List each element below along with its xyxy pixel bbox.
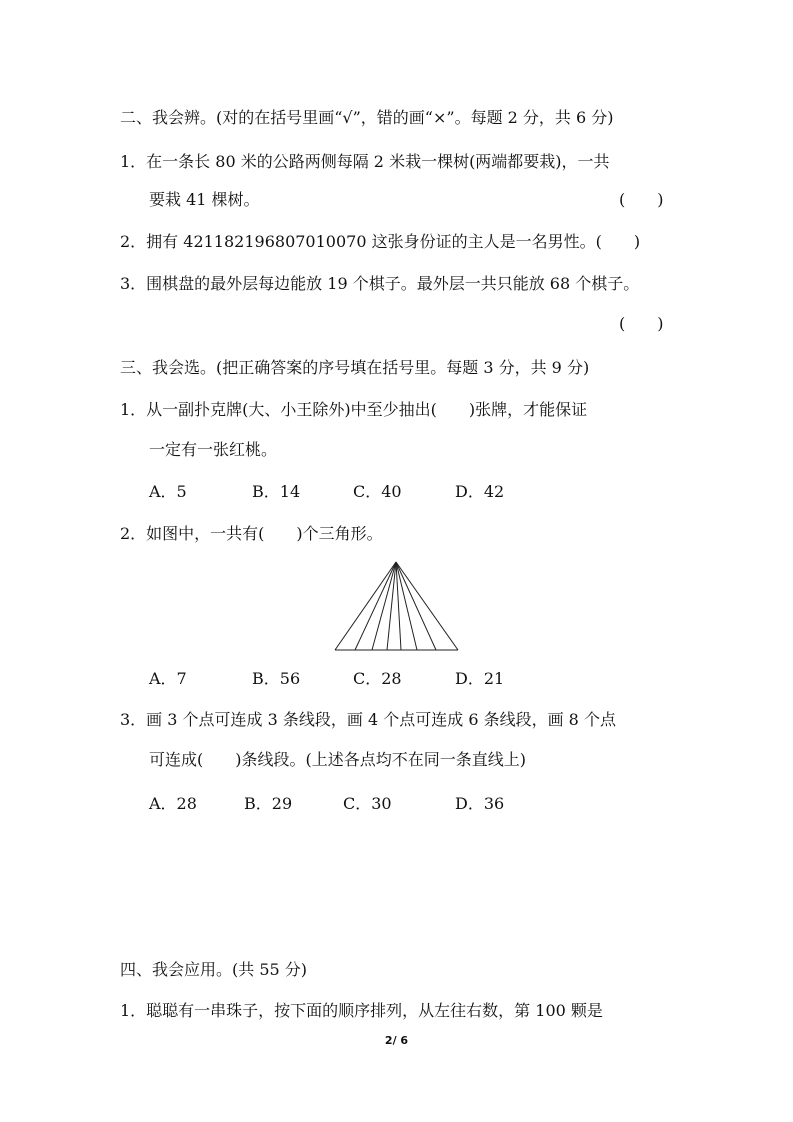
s3-q3-line2: 可连成( )条线段。(上述各点均不在同一条直线上) bbox=[149, 750, 526, 769]
section-3-heading: 三、我会选。(把正确答案的序号填在括号里。每题 3 分，共 9 分) bbox=[120, 358, 590, 377]
s2-q1-answer-paren[interactable]: ( ) bbox=[619, 190, 664, 209]
option-d[interactable]: D．36 bbox=[455, 794, 505, 813]
page-number: 2/ 6 bbox=[384, 1034, 409, 1047]
s3-q1-line2: 一定有一张红桃。 bbox=[149, 440, 278, 459]
s3-q3-line1: 3．画 3 个点可连成 3 条线段，画 4 个点可连成 6 条线段，画 8 个点 bbox=[120, 710, 616, 729]
s2-q3-line1: 3．围棋盘的最外层每边能放 19 个棋子。最外层一共只能放 68 个棋子。 bbox=[120, 274, 640, 293]
figure-ray bbox=[396, 562, 417, 650]
option-b[interactable]: B．14 bbox=[252, 482, 301, 501]
option-d[interactable]: D．21 bbox=[455, 669, 505, 688]
option-b[interactable]: B．56 bbox=[252, 669, 301, 688]
triangle-fan-figure bbox=[334, 560, 460, 652]
figure-ray bbox=[335, 562, 396, 650]
option-c[interactable]: C．40 bbox=[353, 482, 402, 501]
s2-q2-line1: 2．拥有 421182196807010070 这张身份证的主人是一名男性。( ) bbox=[120, 232, 641, 251]
s3-q2-line1: 2．如图中，一共有( )个三角形。 bbox=[120, 524, 383, 543]
option-a[interactable]: A．7 bbox=[149, 669, 187, 688]
s3-q1-line1: 1．从一副扑克牌(大、小王除外)中至少抽出( )张牌，才能保证 bbox=[120, 400, 588, 419]
figure-ray bbox=[396, 562, 401, 650]
figure-ray bbox=[387, 562, 396, 650]
figure-ray bbox=[396, 562, 436, 650]
section-4-heading: 四、我会应用。(共 55 分) bbox=[120, 960, 308, 979]
option-c[interactable]: C．30 bbox=[343, 794, 392, 813]
section-2-heading: 二、我会辨。(对的在括号里画“√”，错的画“×”。每题 2 分，共 6 分) bbox=[120, 108, 614, 127]
s4-q1-line1: 1．聪聪有一串珠子，按下面的顺序排列，从左往右数，第 100 颗是 bbox=[120, 1001, 603, 1020]
option-d[interactable]: D．42 bbox=[455, 482, 505, 501]
option-a[interactable]: A．5 bbox=[149, 482, 187, 501]
option-c[interactable]: C．28 bbox=[353, 669, 402, 688]
option-b[interactable]: B．29 bbox=[244, 794, 293, 813]
option-a[interactable]: A．28 bbox=[149, 794, 197, 813]
s2-q1-line2: 要栽 41 棵树。 bbox=[149, 190, 260, 209]
s2-q3-answer-paren[interactable]: ( ) bbox=[619, 314, 664, 333]
s2-q1-line1: 1．在一条长 80 米的公路两侧每隔 2 米栽一棵树(两端都要栽)，一共 bbox=[120, 152, 610, 171]
figure-ray bbox=[396, 562, 458, 650]
